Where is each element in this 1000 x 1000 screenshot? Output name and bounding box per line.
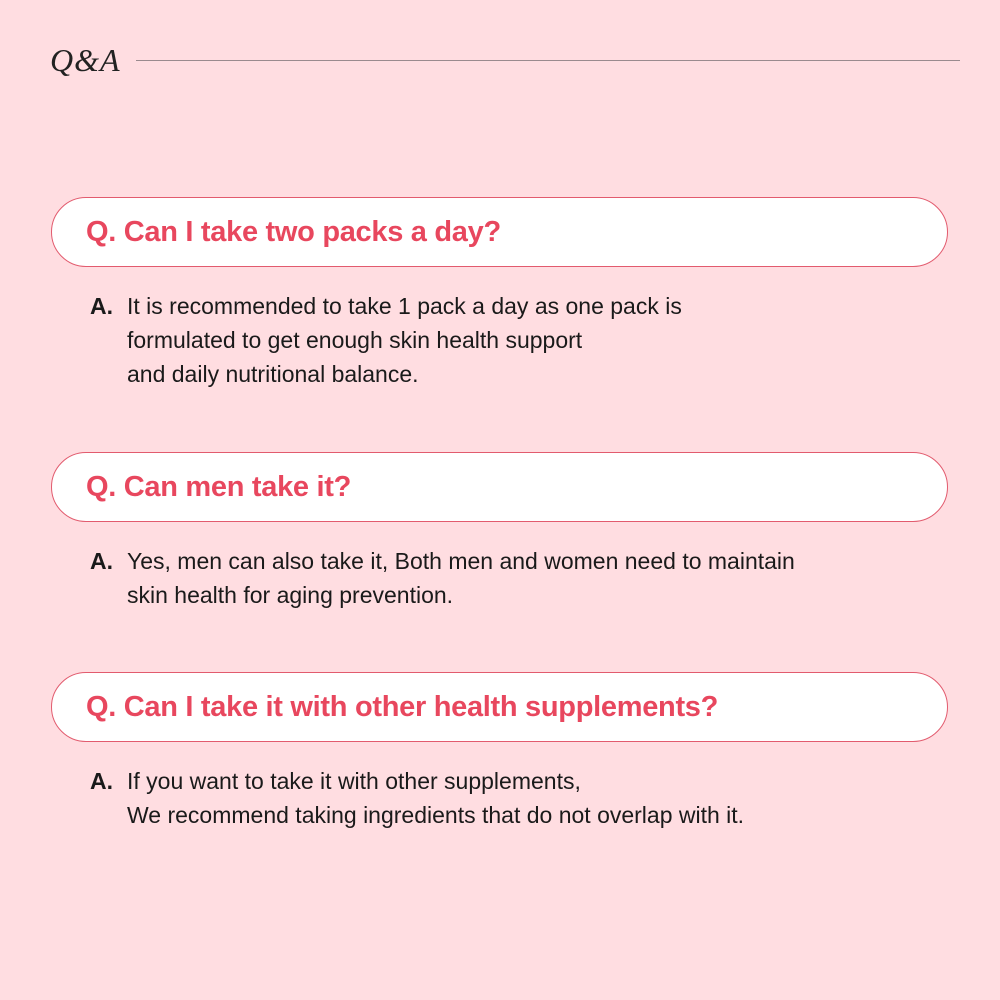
- question-text: Q. Can I take it with other health supplements?: [86, 690, 719, 723]
- answer-line: If you want to take it with other supplements,: [127, 768, 581, 794]
- answer-text: [127, 764, 744, 832]
- answer-text: [127, 289, 682, 391]
- answer: [51, 764, 948, 832]
- question-text: Q. Can I take two packs a day?: [86, 215, 501, 248]
- header-divider: [136, 60, 960, 61]
- question-pill: [51, 452, 948, 522]
- answer-line: formulated to get enough skin health support: [127, 327, 583, 353]
- answer-marker: A.: [90, 293, 113, 319]
- answer-marker: A.: [90, 548, 113, 574]
- question-pill: [51, 197, 948, 267]
- question-text: Q. Can men take it?: [86, 470, 352, 503]
- answer-marker: A.: [90, 768, 113, 794]
- answer-line: skin health for aging prevention.: [127, 582, 454, 608]
- answer: [51, 289, 948, 391]
- faq-item: [51, 672, 948, 832]
- answer-text: [127, 544, 795, 612]
- answer-line: Yes, men can also take it, Both men and women need to maintain: [127, 548, 795, 574]
- answer: [51, 544, 948, 612]
- answer-line: We recommend taking ingredients that do not overlap with it.: [127, 802, 745, 828]
- faq-item: [51, 197, 948, 391]
- faq-item: [51, 452, 948, 612]
- question-pill: [51, 672, 948, 742]
- header: [50, 40, 960, 80]
- answer-line: and daily nutritional balance.: [127, 361, 419, 387]
- page-title: Q&A: [50, 42, 121, 78]
- answer-line: It is recommended to take 1 pack a day as one pack is: [127, 293, 682, 319]
